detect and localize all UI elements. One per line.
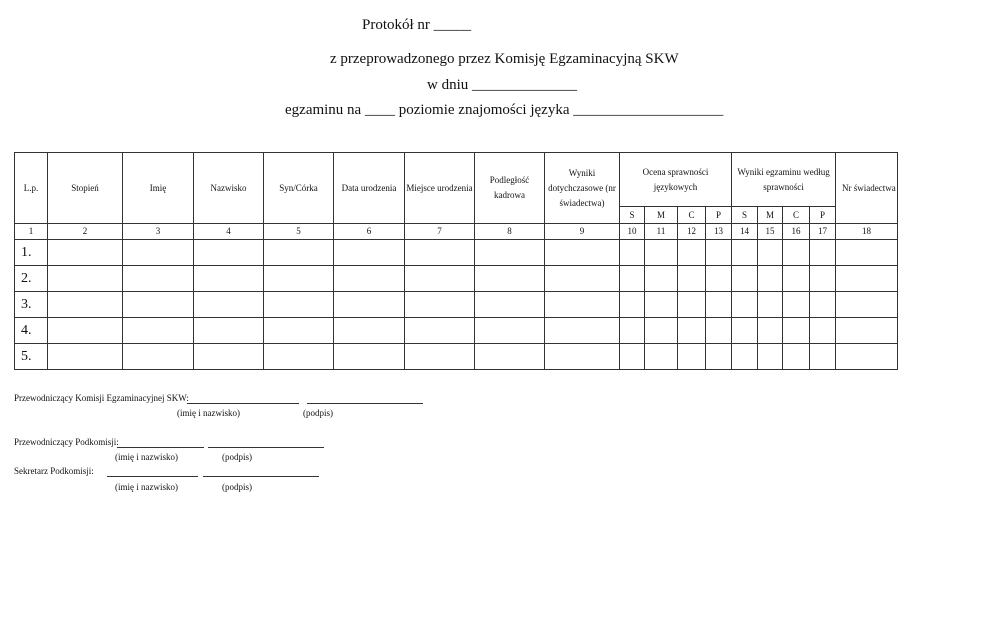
column-number: 14: [732, 224, 758, 240]
column-number: 1: [15, 224, 48, 240]
row-number: 4.: [15, 318, 48, 344]
column-number: 6: [334, 224, 405, 240]
column-number: 12: [678, 224, 706, 240]
skill-header: S: [732, 207, 758, 224]
column-number: 5: [264, 224, 334, 240]
chairman-subcommission-signature-line: [208, 447, 324, 448]
skill-header: M: [758, 207, 783, 224]
row-number: 2.: [15, 266, 48, 292]
skill-header: P: [706, 207, 732, 224]
table-row: [15, 240, 898, 266]
column-number: 13: [706, 224, 732, 240]
column-number: 18: [836, 224, 898, 240]
column-number: 3: [123, 224, 194, 240]
col-header-miejsce-urodzenia: Miejsce urodzenia: [405, 153, 475, 224]
signature-caption: (podpis): [303, 408, 333, 418]
skill-header: C: [678, 207, 706, 224]
table-row: [15, 292, 898, 318]
row-number: 1.: [15, 240, 48, 266]
exam-level-line: egzaminu na ____ poziomie znajomości języka ____________________: [285, 102, 724, 118]
column-number: 11: [645, 224, 678, 240]
column-number: 9: [545, 224, 620, 240]
row-number: 5.: [15, 344, 48, 370]
col-header-ocena: Ocena sprawności językowych: [620, 153, 732, 207]
col-header-nazwisko: Nazwisko: [194, 153, 264, 224]
column-number: 4: [194, 224, 264, 240]
table-row: [15, 344, 898, 370]
chairman-subcommission-name-line: [117, 447, 204, 448]
column-number: 16: [783, 224, 810, 240]
protocol-title: Protokół nr _____: [362, 17, 472, 33]
col-header-imie: Imię: [123, 153, 194, 224]
name-caption: (imię i nazwisko): [115, 482, 178, 492]
col-header-stopien: Stopień: [48, 153, 123, 224]
col-header-data-urodzenia: Data urodzenia: [334, 153, 405, 224]
col-header-podleglosc: Podległość kadrowa: [475, 153, 545, 224]
exam-protocol-table: [14, 152, 898, 370]
chairman-subcommission-label: Przewodniczący Podkomisji:: [14, 437, 119, 447]
protocol-subtitle: z przeprowadzonego przez Komisję Egzaminacyjną SKW: [330, 51, 679, 67]
chairman-commission-label: Przewodniczący Komisji Egzaminacyjnej SKW:: [14, 393, 189, 403]
chairman-commission-signature-line: [307, 403, 423, 404]
col-header-nr-swiadectwa: Nr świadectwa: [836, 153, 898, 224]
column-number: 17: [810, 224, 836, 240]
chairman-commission-name-line: [187, 403, 299, 404]
signature-caption: (podpis): [222, 482, 252, 492]
signature-caption: (podpis): [222, 452, 252, 462]
name-caption: (imię i nazwisko): [177, 408, 240, 418]
column-number: 15: [758, 224, 783, 240]
exam-date-line: w dniu ______________: [427, 77, 577, 93]
column-number: 2: [48, 224, 123, 240]
table-row: [15, 318, 898, 344]
table-row: [15, 266, 898, 292]
skill-header: M: [645, 207, 678, 224]
column-number: 7: [405, 224, 475, 240]
row-number: 3.: [15, 292, 48, 318]
col-header-lp: L.p.: [15, 153, 48, 224]
skill-header: P: [810, 207, 836, 224]
column-number: 8: [475, 224, 545, 240]
name-caption: (imię i nazwisko): [115, 452, 178, 462]
col-header-wyniki-egzaminu: Wyniki egzaminu według sprawności: [732, 153, 836, 207]
column-number: 10: [620, 224, 645, 240]
secretary-name-line: [107, 476, 198, 477]
secretary-signature-line: [203, 476, 319, 477]
secretary-label: Sekretarz Podkomisji:: [14, 466, 94, 476]
skill-header: S: [620, 207, 645, 224]
col-header-wyniki-dotychczasowe: Wyniki dotychczasowe (nr świadectwa): [545, 153, 620, 224]
skill-header: C: [783, 207, 810, 224]
col-header-syn-corka: Syn/Córka: [264, 153, 334, 224]
